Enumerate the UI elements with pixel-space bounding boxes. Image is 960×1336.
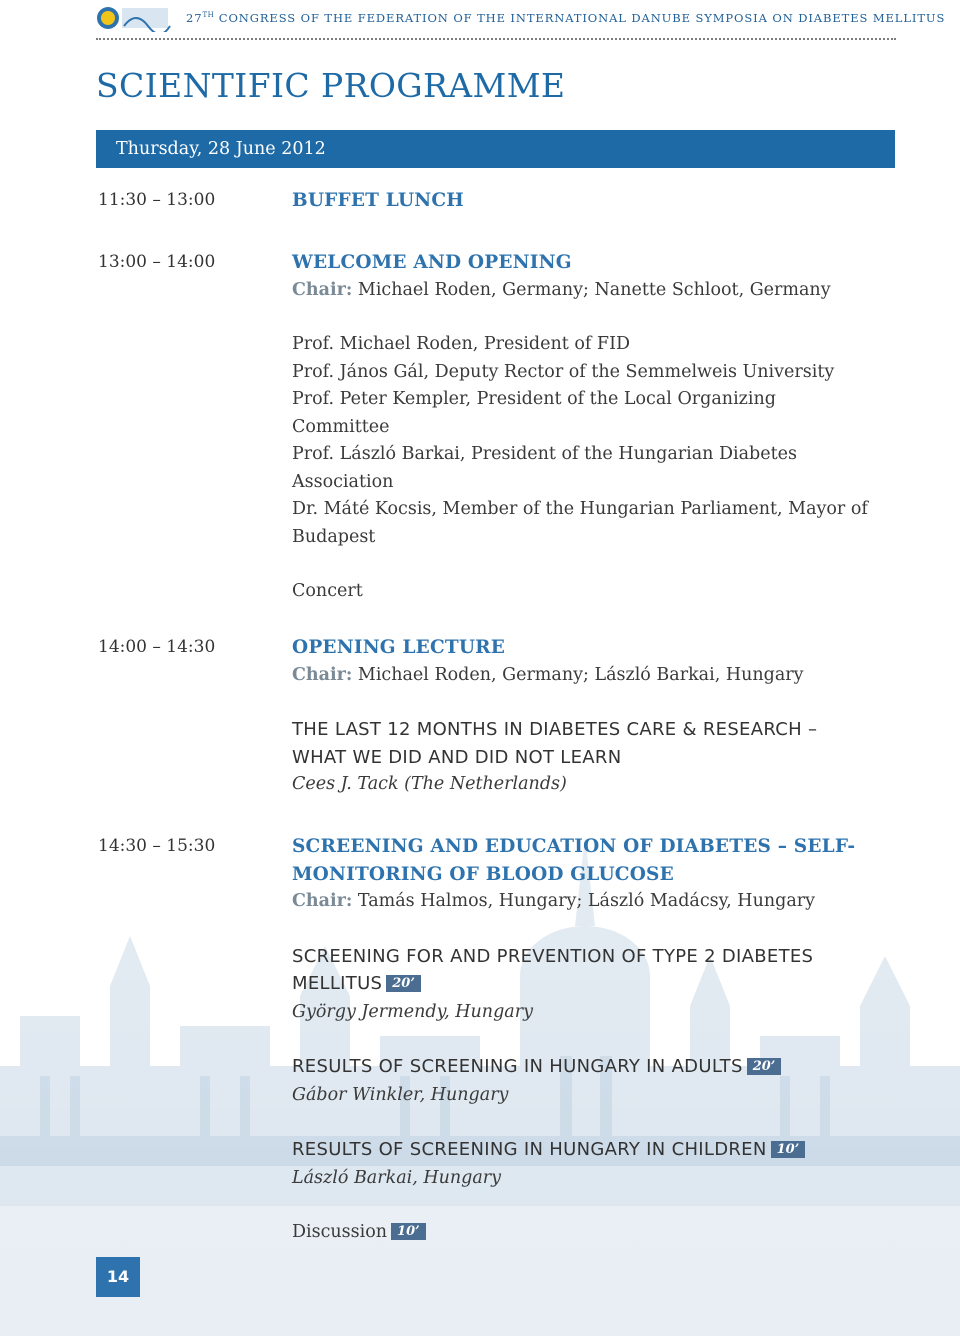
speaker-line: Committee [292, 416, 390, 437]
discussion-label: Discussion [292, 1222, 388, 1242]
session-screening [292, 833, 855, 1247]
fid-logo [96, 4, 172, 32]
session-title: BUFFET LUNCH [292, 190, 464, 211]
talk-speaker: Cees J. Tack (The Netherlands) [292, 774, 567, 794]
speaker-line: Association [292, 471, 394, 492]
session-welcome [292, 249, 868, 606]
chair-names: Michael Roden, Germany; Nanette Schloot, Germany [357, 279, 831, 300]
speaker-line: Budapest [292, 526, 376, 547]
page-header [96, 4, 946, 34]
session-title: OPENING LECTURE [292, 637, 506, 658]
session-title: SCREENING AND EDUCATION OF DIABETES – SELF- [292, 836, 856, 857]
talk-title-line [292, 970, 855, 999]
talk-title-line [292, 1136, 855, 1165]
chair-label: Chair: [292, 664, 353, 685]
speaker-line: Prof. László Barkai, President of the Hungarian Diabetes [292, 444, 797, 464]
session-opening-lecture [292, 634, 817, 799]
talk-speaker: Gábor Winkler, Hungary [292, 1084, 509, 1105]
session-title: MONITORING OF BLOOD GLUCOSE [292, 863, 674, 885]
time-slot: 14:00 – 14:30 [98, 637, 216, 657]
duration-badge: 10’ [391, 1223, 426, 1240]
talk-title: MELLITUS [292, 973, 383, 994]
speaker-line: Prof. János Gál, Deputy Rector of the Semmelweis University [292, 361, 835, 382]
talk-title: SCREENING FOR AND PREVENTION OF TYPE 2 DIABETES [292, 945, 814, 967]
talk-title: WHAT WE DID AND DID NOT LEARN [292, 746, 622, 768]
header-divider [96, 38, 896, 40]
session-title: WELCOME AND OPENING [292, 252, 572, 273]
speaker-line: Prof. Michael Roden, President of FID [292, 334, 631, 354]
chair-label: Chair: [292, 279, 353, 300]
time-slot: 13:00 – 14:00 [98, 252, 216, 272]
chair-label: Chair: [292, 891, 353, 911]
concert-label: Concert [292, 581, 363, 601]
chair-line [292, 662, 817, 690]
chair-line [292, 888, 855, 916]
page-number: 14 [96, 1257, 140, 1297]
talk-title: THE LAST 12 MONTHS IN DIABETES CARE & RESEARCH – [292, 719, 818, 740]
chair-names: Michael Roden, Germany; László Barkai, Hungary [357, 664, 804, 685]
talk-title: RESULTS OF SCREENING IN HUNGARY IN ADULTS [292, 1056, 743, 1077]
talk-title-line [292, 1053, 855, 1082]
duration-badge: 10’ [771, 1141, 806, 1158]
speaker-line: Dr. Máté Kocsis, Member of the Hungarian Parliament, Mayor of [292, 499, 868, 519]
duration-badge: 20’ [747, 1058, 782, 1075]
duration-badge: 20’ [386, 975, 421, 992]
chair-names: Tamás Halmos, Hungary; László Madácsy, Hungary [357, 891, 815, 911]
chair-line [292, 277, 868, 305]
speaker-line: Prof. Peter Kempler, President of the Local Organizing [292, 389, 776, 409]
congress-title: 27TH CONGRESS OF THE FEDERATION OF THE INTERNATIONAL DANUBE SYMPOSIA ON DIABETES MELLITUS [186, 11, 946, 25]
page-title: SCIENTIFIC PROGRAMME [96, 66, 566, 105]
time-slot: 11:30 – 13:00 [98, 190, 216, 210]
talk-speaker: György Jermendy, Hungary [292, 1001, 533, 1022]
discussion-line [292, 1219, 855, 1247]
talk-title: RESULTS OF SCREENING IN HUNGARY IN CHILDREN [292, 1139, 767, 1160]
time-slot: 14:30 – 15:30 [98, 836, 216, 856]
date-bar: Thursday, 28 June 2012 [96, 130, 895, 168]
session-lunch [292, 187, 464, 215]
talk-speaker: László Barkai, Hungary [292, 1167, 502, 1188]
